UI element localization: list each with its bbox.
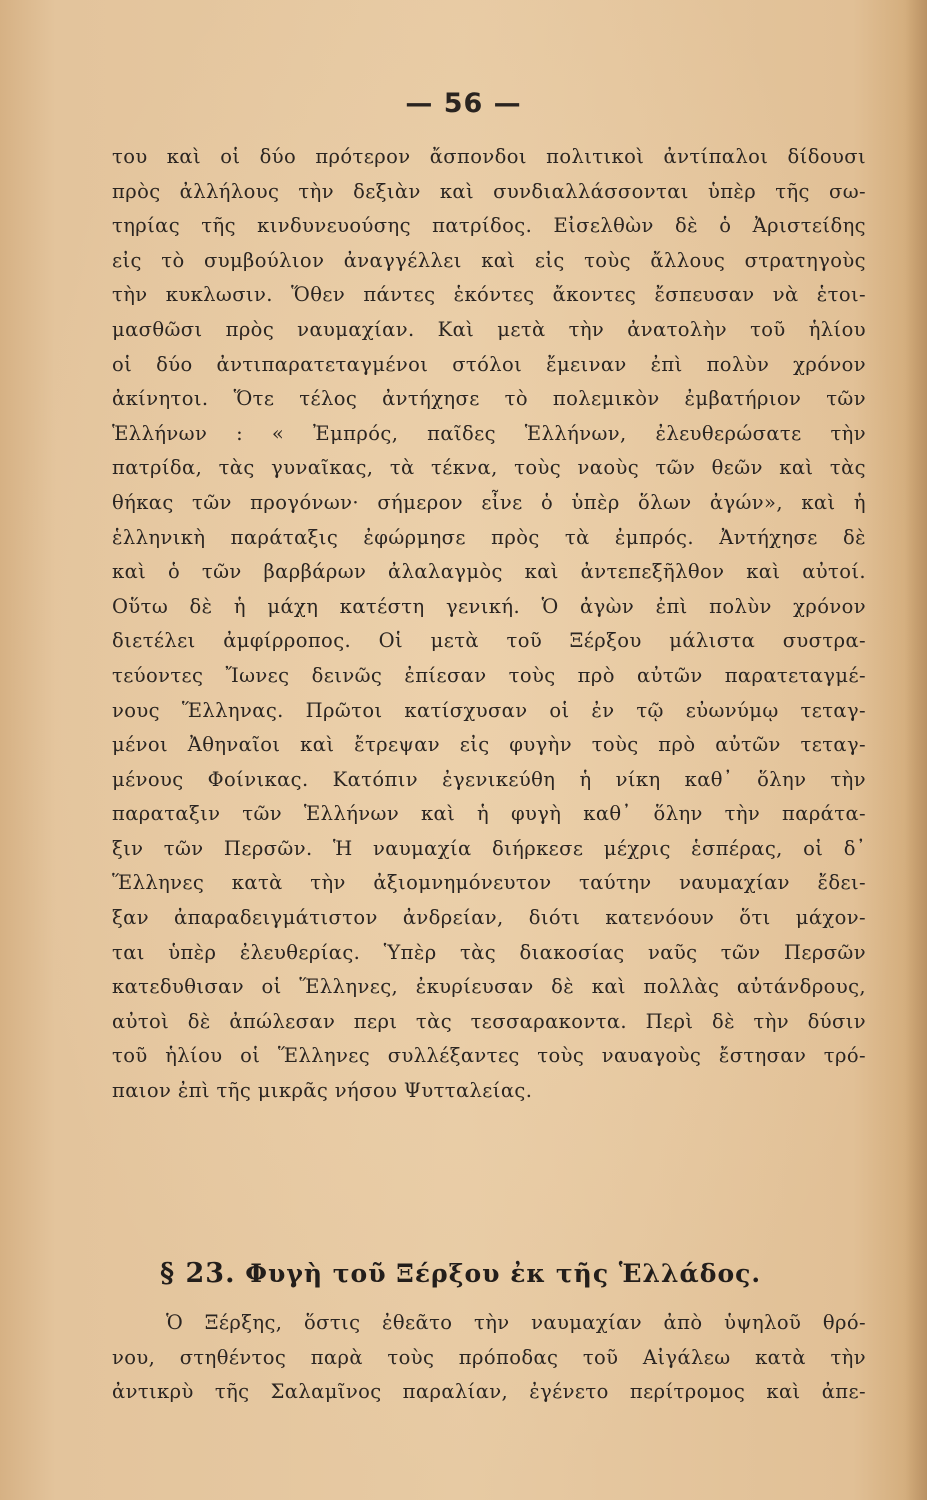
text-line: παιον ἐπὶ τῆς μικρᾶς νήσου Ψυτταλείας. (112, 1079, 533, 1103)
section-number: § 23. (160, 1258, 236, 1289)
text-line: τεύοντες Ἴωνες δεινῶς ἐπίεσαν τοὺς πρὸ αὐτῶν παρατεταγμέ- (112, 663, 866, 687)
text-line: ἀντικρὺ τῆς Σαλαμῖνος παραλίαν, ἐγένετο περίτρομος καὶ ἀπε- (112, 1380, 866, 1404)
text-line: ξαν ἀπαραδειγμάτιστον ἀνδρείαν, διότι κατενόουν ὅτι μάχον- (112, 906, 866, 930)
section-heading (160, 1254, 860, 1294)
page-number: — 56 — (405, 88, 522, 119)
text-line: πρὸς ἀλλήλους τὴν δεξιὰν καὶ συνδιαλλάσσονται ὑπὲρ τῆς σω- (112, 179, 866, 203)
text-line: θήκας τῶν προγόνων· σήμερον εἶνε ὁ ὑπὲρ ὅλων ἀγών», καὶ ἡ (112, 490, 866, 514)
text-line: τοῦ ἡλίου οἱ Ἕλληνες συλλέξαντες τοὺς ναυαγοὺς ἔστησαν τρό- (112, 1044, 866, 1068)
text-line: τὴν κυκλωσιν. Ὅθεν πάντες ἑκόντες ἄκοντες ἔσπευσαν νὰ ἑτοι- (112, 283, 866, 307)
text-line: εἰς τὸ συμβούλιον ἀναγγέλλει καὶ εἰς τοὺς ἄλλους στρατηγοὺς (112, 248, 866, 272)
text-line: μένους Φοίνικας. Κατόπιν ἐγενικεύθη ἡ νίκη καθ᾽ ὅλην τὴν (112, 767, 866, 791)
text-line: ἀκίνητοι. Ὅτε τέλος ἀντήχησε τὸ πολεμικὸν ἐμβατήριον τῶν (112, 387, 866, 411)
text-line: ἑλληνικὴ παράταξις ἐφώρμησε πρὸς τὰ ἐμπρός. Ἀντήχησε δὲ (112, 525, 866, 549)
paragraph-body-2 (112, 1306, 866, 1410)
text-line: ται ὑπὲρ ἐλευθερίας. Ὑπὲρ τὰς διακοσίας ναῦς τῶν Περσῶν (112, 940, 866, 964)
text-line: διετέλει ἀμφίρροπος. Οἱ μετὰ τοῦ Ξέρξου μάλιστα συστρα- (112, 629, 866, 653)
text-line: του καὶ οἱ δύο πρότερον ἄσπονδοι πολιτικοὶ ἀντίπαλοι δίδουσι (112, 145, 866, 168)
paragraph-body (112, 140, 866, 1109)
text-line: αὐτοὶ δὲ ἀπώλεσαν περι τὰς τεσσαρακοντα. Περὶ δὲ τὴν δύσιν (112, 1009, 866, 1033)
section-title: Φυγὴ τοῦ Ξέρξου ἐκ τῆς Ἑλλάδος. (245, 1259, 762, 1288)
text-line: πατρίδα, τὰς γυναῖκας, τὰ τέκνα, τοὺς ναοὺς τῶν θεῶν καὶ τὰς (112, 456, 866, 480)
text-line: ξιν τῶν Περσῶν. Ἡ ναυμαχία διήρκεσε μέχρις ἑσπέρας, οἱ δ᾽ (112, 836, 866, 860)
text-line: νου, στηθέντος παρὰ τοὺς πρόποδας τοῦ Αἰγάλεω κατὰ τὴν (112, 1345, 866, 1369)
text-line: τηρίας τῆς κινδυνευούσης πατρίδος. Εἰσελθὼν δὲ ὁ Ἀριστείδης (112, 214, 866, 238)
text-line: μασθῶσι πρὸς ναυμαχίαν. Καὶ μετὰ τὴν ἀνατολὴν τοῦ ἡλίου (112, 317, 866, 341)
text-line: Ἑλλήνων : « Ἐμπρός, παῖδες Ἑλλήνων, ἐλευθερώσατε τὴν (112, 421, 866, 445)
text-line: οἱ δύο ἀντιπαρατεταγμένοι στόλοι ἔμειναν ἐπὶ πολὺν χρόνον (112, 352, 866, 376)
text-line: νους Ἕλληνας. Πρῶτοι κατίσχυσαν οἱ ἐν τῷ εὐωνύμῳ τεταγ- (112, 698, 866, 722)
text-line: Οὕτω δὲ ἡ μάχη κατέστη γενική. Ὁ ἀγὼν ἐπὶ πολὺν χρόνον (112, 594, 866, 618)
text-line: κατεδυθισαν οἱ Ἕλληνες, ἐκυρίευσαν δὲ καὶ πολλὰς αὐτάνδρους, (112, 975, 866, 999)
text-line: Ὁ Ξέρξης, ὅστις ἐθεᾶτο τὴν ναυμαχίαν ἀπὸ ὑψηλοῦ θρό- (166, 1311, 866, 1334)
text-line: μένοι Ἀθηναῖοι καὶ ἔτρεψαν εἰς φυγὴν τοὺς πρὸ αὐτῶν τεταγ- (112, 733, 866, 757)
text-line: καὶ ὁ τῶν βαρβάρων ἀλαλαγμὸς καὶ ἀντεπεξῆλθον καὶ αὐτοί. (112, 560, 866, 584)
text-line: παραταξιν τῶν Ἑλλήνων καὶ ἡ φυγὴ καθ᾽ ὅλην τὴν παράτα- (112, 802, 866, 826)
text-line: Ἕλληνες κατὰ τὴν ἀξιομνημόνευτον ταύτην ναυμαχίαν ἔδει- (112, 871, 866, 895)
